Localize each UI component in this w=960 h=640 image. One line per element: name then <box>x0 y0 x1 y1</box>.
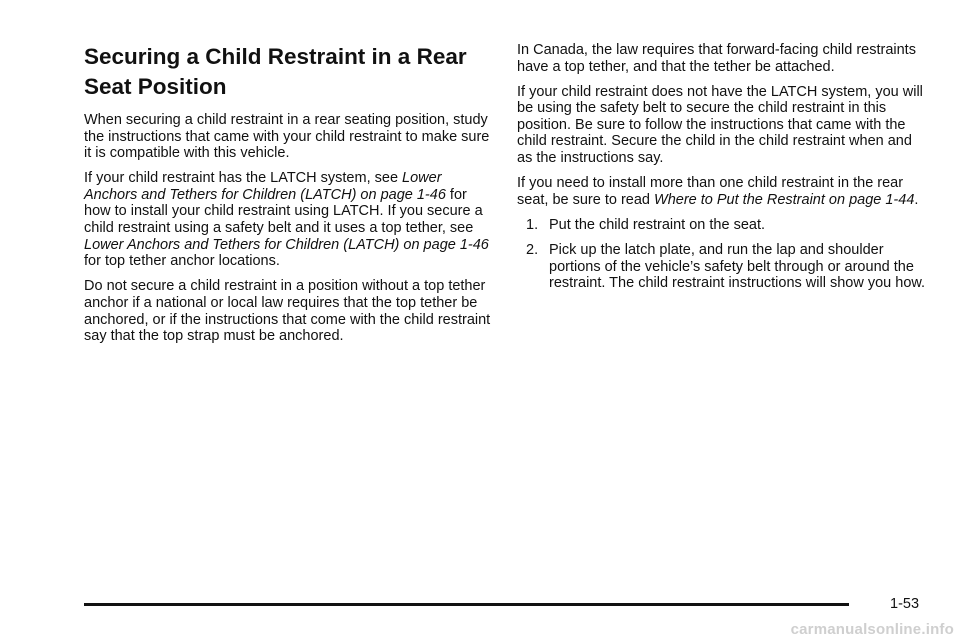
no-latch-paragraph: If your child restraint does not have the LATCH system, you will be using the safety belt to secure the child restraint in this position. Be sure to follow the instructions that came with the child restraint. Secure the child in the child restraint when and as the instructions say. <box>517 83 923 167</box>
canada-paragraph: In Canada, the law requires that forward-facing child restraints have a top tether, and that the tether be attached. <box>517 42 916 75</box>
latch-text-before: If your child restraint has the LATCH system, see <box>84 170 403 187</box>
right-column <box>517 42 927 300</box>
latch-text-mid: for how to install your child restraint using LATCH. If you secure a child restraint using a safety belt and it uses a top tether, see <box>84 186 483 237</box>
list-item <box>517 217 927 234</box>
latch-text-after: for top tether anchor locations. <box>84 253 280 270</box>
watermark: carmanualsonline.info <box>790 621 954 638</box>
latch-paragraph <box>84 170 492 270</box>
latch-reference-link-2[interactable]: Lower Anchors and Tethers for Children (LATCH) on page 1-46 <box>84 236 489 253</box>
step-text: Put the child restraint on the seat. <box>549 216 766 233</box>
step-text: Pick up the latch plate, and run the lap and shoulder portions of the vehicle’s safety belt through or around the restraint. The child restraint instructions will show you how. <box>549 241 926 292</box>
footer-rule <box>84 603 849 606</box>
step-number: 1. <box>526 216 539 233</box>
intro-paragraph: When securing a child restraint in a rear seating position, study the instructions that came with your child restraint to make sure it is compatible with this vehicle. <box>84 112 490 162</box>
left-column <box>84 42 492 353</box>
where-to-put-restraint-link[interactable]: Where to Put the Restraint on page 1-44 <box>654 191 915 208</box>
page-number: 1-53 <box>890 596 920 612</box>
title-line-2: Seat Position <box>84 74 227 99</box>
list-item <box>517 242 927 292</box>
title-line-1: Securing a Child Restraint in a Rear <box>84 44 467 69</box>
step-number: 2. <box>526 241 539 258</box>
multiple-restraints-paragraph <box>517 175 927 208</box>
multiple-text-before: If you need to install more than one child restraint in the rear seat, be sure to read <box>517 175 904 208</box>
tether-warning-paragraph: Do not secure a child restraint in a position without a top tether anchor if a national or local law requires that the top tether be anchored, or if the instructions that come with the child restraint say that the top strap must be anchored. <box>84 278 491 345</box>
section-title <box>84 42 492 102</box>
latch-reference-link-1[interactable]: Lower Anchors and Tethers for Children (LATCH) on page 1-46 <box>84 170 446 203</box>
steps-list <box>517 217 927 292</box>
multiple-text-after: . <box>914 191 919 208</box>
